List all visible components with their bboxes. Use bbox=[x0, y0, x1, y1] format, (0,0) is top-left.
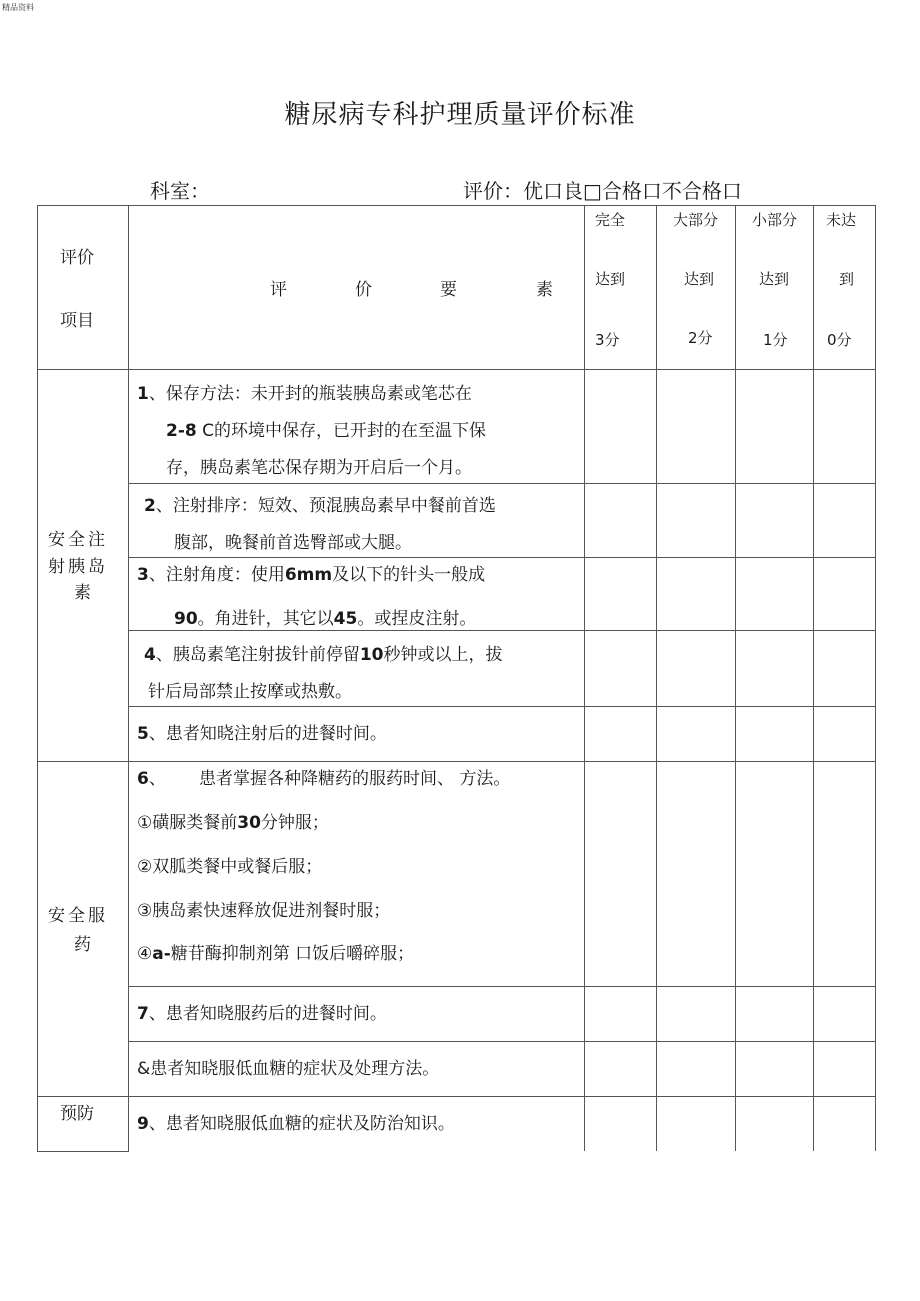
item-8: &患者知晓服低血糖的症状及处理方法。 bbox=[137, 1059, 440, 1079]
item-3-line-2: 90。角进针，其它以45。或捏皮注射。 bbox=[174, 609, 477, 629]
item-1-line-2: 2-8 C的环境中保存，已开封的在至温下保 bbox=[166, 421, 486, 441]
table-border-top bbox=[37, 205, 876, 206]
table-header-bottom bbox=[37, 369, 876, 370]
score-col-some-l3: 1分 bbox=[763, 331, 788, 349]
item-5: 5、患者知晓注射后的进餐时间。 bbox=[137, 724, 387, 744]
header-elements-2: 价 bbox=[355, 280, 372, 300]
item-2-line-2: 腹部，晚餐前首选臀部或大腿。 bbox=[174, 533, 412, 553]
item-9: 9、患者知晓服低血糖的症状及防治知识。 bbox=[137, 1114, 455, 1134]
category-medication-l1: 安全服 bbox=[48, 906, 108, 926]
score-col-most-l2: 达到 bbox=[684, 270, 715, 288]
row-line-1 bbox=[128, 483, 876, 484]
row-line-4 bbox=[128, 706, 876, 707]
score-col-none-l3: 0分 bbox=[827, 331, 852, 349]
item-4-line-2: 针后局部禁止按摩或热敷。 bbox=[148, 682, 352, 702]
page-title: 糖尿病专科护理质量评价标准 bbox=[284, 100, 636, 130]
score-col-none-l2: 到 bbox=[839, 270, 855, 288]
row-line-3 bbox=[128, 630, 876, 631]
category-prevention: 预防 bbox=[60, 1104, 94, 1124]
category-injection-l1: 安全注 bbox=[48, 530, 108, 550]
score-col-full-l3: 3分 bbox=[595, 331, 620, 349]
row-line-5 bbox=[37, 761, 876, 762]
score-col-some-l1: 小部分 bbox=[752, 211, 798, 229]
category-medication-l2: 药 bbox=[74, 935, 91, 955]
row-line-8 bbox=[37, 1096, 876, 1097]
table-divider-score1 bbox=[584, 205, 585, 1151]
table-border-right bbox=[875, 205, 876, 1151]
item-2-line-1: 2、注射排序：短效、预混胰岛素早中餐前首选 bbox=[144, 496, 496, 516]
table-divider-score2 bbox=[656, 205, 657, 1151]
table-border-left bbox=[37, 205, 38, 1151]
item-3-line-1: 3、注射角度：使用6mm及以下的针头一般成 bbox=[137, 565, 486, 585]
row-line-2 bbox=[128, 557, 876, 558]
item-6-sub-3: ③胰岛素快速释放促进剂餐时服； bbox=[137, 901, 391, 921]
item-6-num: 6、 bbox=[137, 769, 166, 789]
item-1-line-1: 1、保存方法：未开封的瓶装胰岛素或笔芯在 bbox=[137, 384, 472, 404]
header-item-bottom: 项目 bbox=[60, 311, 94, 331]
row-line-6 bbox=[128, 986, 876, 987]
item-6-sub-2: ②双胍类餐中或餐后服； bbox=[137, 857, 323, 877]
row-line-7 bbox=[128, 1041, 876, 1042]
item-1-line-3: 存，胰岛素笔芯保存期为开启后一个月。 bbox=[166, 458, 472, 478]
header-elements-1: 评 bbox=[270, 280, 287, 300]
score-col-some-l2: 达到 bbox=[759, 270, 790, 288]
score-col-full-l2: 达到 bbox=[595, 270, 626, 288]
score-col-most-l1: 大部分 bbox=[673, 211, 719, 229]
table-border-bottom bbox=[37, 1151, 129, 1152]
rating-label: 评价：优口良□合格口不合格口 bbox=[463, 179, 742, 203]
header-item-top: 评价 bbox=[60, 248, 94, 268]
item-7: 7、患者知晓服药后的进餐时间。 bbox=[137, 1004, 387, 1024]
category-injection-l3: 素 bbox=[74, 583, 91, 603]
table-divider-category bbox=[128, 205, 129, 1151]
item-4-line-1: 4、胰岛素笔注射拔针前停留10秒钟或以上，拔 bbox=[144, 645, 503, 665]
item-6-sub-4: ④a-糖苷酶抑制剂第 口饭后嚼碎服； bbox=[137, 944, 415, 964]
table-divider-score3 bbox=[735, 205, 736, 1151]
header-elements-4: 素 bbox=[536, 280, 553, 300]
score-col-none-l1: 未达 bbox=[826, 211, 857, 229]
table-divider-score4 bbox=[813, 205, 814, 1151]
corner-label: 精品资料 bbox=[2, 3, 34, 12]
department-label: 科室： bbox=[150, 179, 210, 203]
header-elements-3: 要 bbox=[440, 280, 457, 300]
category-injection-l2: 射胰岛 bbox=[48, 557, 108, 577]
score-col-most-l3: 2分 bbox=[688, 329, 713, 347]
item-6-text: 患者掌握各种降糖药的服药时间、 方法。 bbox=[199, 769, 511, 789]
score-col-full-l1: 完全 bbox=[595, 211, 626, 229]
item-6-sub-1: ①磺脲类餐前30分钟服； bbox=[137, 813, 329, 833]
